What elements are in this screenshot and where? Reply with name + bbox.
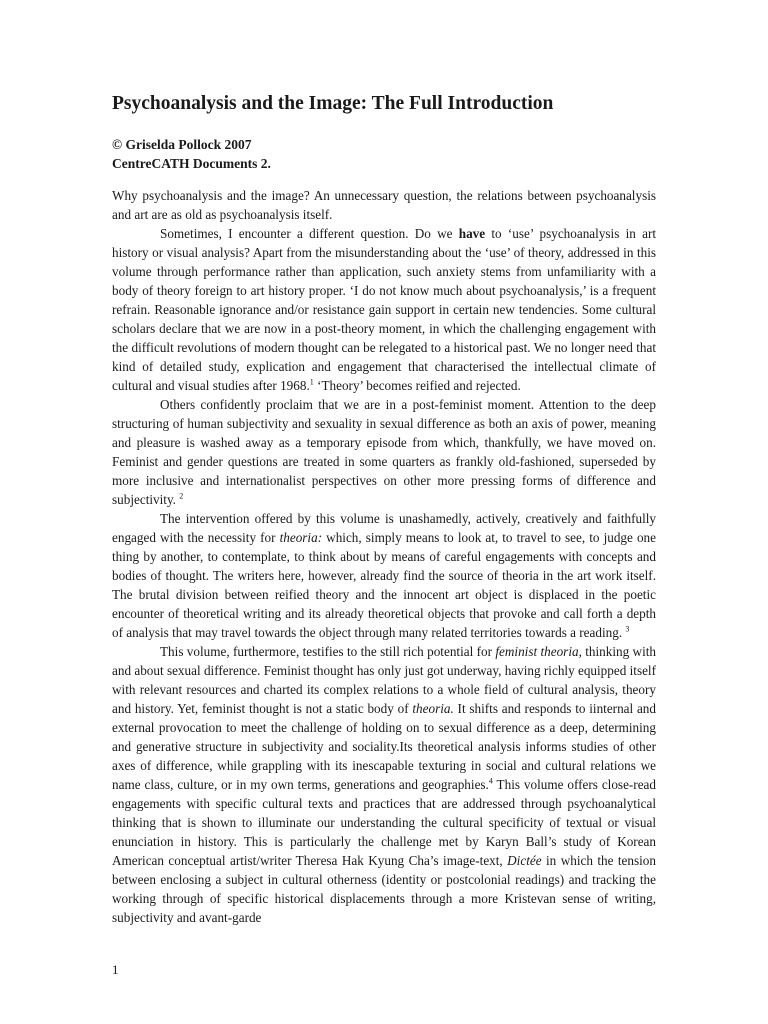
- footnote-marker: 3: [625, 625, 630, 634]
- copyright-line: © Griselda Pollock 2007: [112, 137, 252, 153]
- text-segment: Others confidently proclaim that we are in a post-feminist moment. Attention to the deep structuring of human subjectivity and sexuality in sexual difference as both an axis of power, meaning and pleasure is washed away as a temporary episode from which, thankfully, we have moved on. Feminist and gender questions are treated in some quarters as frankly old-fashioned, superseded by more inclusive and internationalist perspectives on other more pressing forms of difference and subjectivity.: [112, 397, 656, 508]
- body-paragraph: [112, 642, 656, 927]
- text-segment: to ‘use’ psychoanalysis in art history or visual analysis? Apart from the misunderstanding about the ‘use’ of theory, addressed in this volume through performance rather than application, such anxiety stems from unfamiliarity with a body of theory foreign to art history proper. ‘I do not know much about psychoanalysis,’ is a frequent refrain. Reasonable ignorance and/or resistance gain support in certain new tendencies. Some cultural scholars declare that we are now in a post-theory moment, in which the challenging engagement with the difficult revolutions of modern thought can be relegated to a historical past. We no longer need that kind of detailed study, explication and engagement that characterised the intellectual climate of cultural and visual studies after 1968.: [112, 226, 657, 394]
- body-paragraph: [112, 509, 656, 642]
- text-segment: theoria.: [412, 701, 454, 717]
- text-segment: Sometimes, I encounter a different question. Do we: [160, 226, 459, 242]
- text-segment: This volume, furthermore, testifies to the still rich potential for: [160, 644, 496, 660]
- text-segment: have: [458, 226, 486, 242]
- text-segment: feminist theoria,: [495, 644, 582, 660]
- text-segment: ‘Theory’ becomes reified and rejected.: [313, 378, 521, 394]
- text-segment: theoria:: [279, 530, 323, 546]
- text-segment: in which the tension between enclosing a subject in cultural otherness (identity or postcolonial readings) and tracking the working through of specific historical displacements through a more Kristevan sense of writing, subjectivity and avant-garde: [112, 853, 656, 926]
- document-page: [112, 92, 656, 927]
- footnote-marker: 2: [179, 492, 184, 501]
- body-paragraph: [112, 224, 656, 395]
- document-meta: [112, 135, 656, 173]
- text-segment: thinking with and about sexual difference. Feminist thought has only just got underway, having richly equipped itself with relevant resources and charted its complex relations to a whole field of cultural analysis, theory and history. Yet, feminist thought is not a static body of: [112, 644, 656, 717]
- footnote-marker: 1: [309, 378, 314, 387]
- text-segment: Dictée: [507, 853, 542, 869]
- footnote-marker: 4: [488, 777, 493, 786]
- text-segment: It shifts and responds to iinternal and external provocation to meet the challenge of holding on to sexual difference as a deep, determining and generative structure in subjectivity and sociality.Its theoretical analysis informs studies of other axes of difference, while grappling with its inescapable texturing in social and cultural relations we name class, culture, or in my own terms, generations and geographies.: [112, 701, 656, 793]
- body-text: [112, 186, 656, 927]
- text-segment: which, simply means to look at, to travel to see, to judge one thing by another, to contemplate, to think about by means of careful engagements with concepts and bodies of thought. The writers here, however, already find the source of theoria in the art work itself. The brutal division between reified theory and the innocent art object is displaced in the poetic encounter of theoretical writing and its already theoretical objects that provoke and call forth a depth of analysis that may travel towards the object through many related territories towards a reading.: [112, 530, 656, 641]
- series-line: CentreCATH Documents 2.: [112, 156, 271, 172]
- body-paragraph: [112, 186, 656, 224]
- body-paragraph: [112, 395, 656, 509]
- text-segment: Why psychoanalysis and the image? An unnecessary question, the relations between psychoanalysis and art are as old as psychoanalysis itself.: [112, 188, 656, 223]
- text-segment: The intervention offered by this volume is unashamedly, actively, creatively and faithfully engaged with the necessity for: [112, 511, 656, 546]
- text-segment: This volume offers close-read engagements with specific cultural texts and practices that are addressed through psychoanalytical thinking that is shown to illuminate our understanding the cultural specificity of textual or visual enunciation in history. This is particularly the challenge met by Karyn Ball’s study of Korean American conceptual artist/writer Theresa Hak Kyung Cha’s image-text,: [112, 777, 656, 869]
- page-number: 1: [112, 962, 119, 977]
- document-title: Psychoanalysis and the Image: The Full Introduction: [112, 93, 554, 114]
